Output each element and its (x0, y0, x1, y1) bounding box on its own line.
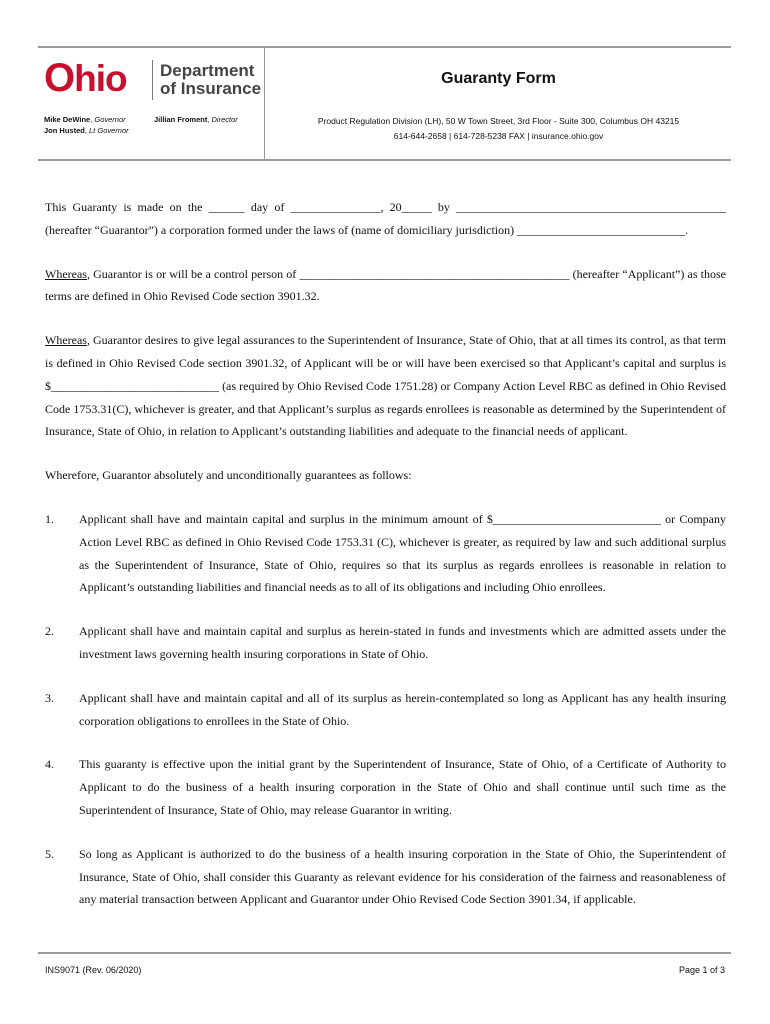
agency-branding (38, 48, 264, 160)
item-text: So long as Applicant is authorized to do the business of a health insuring corporation in the State of Ohio, the Superintendent of Insurance, State of Ohio, shall consider this Guaranty as relevant evidence for his consideration of the fairness and reasonableness of any material transaction between Applicant and Guarantor under Ohio Revised Code Section 3901.34, if applicable. (79, 846, 726, 907)
guaranty-body (45, 196, 726, 932)
whereas-label: Whereas (45, 333, 87, 348)
whereas-assurance-paragraph (45, 329, 726, 443)
guarantee-item (45, 843, 726, 911)
director-block: Jillian Froment, Director (154, 115, 238, 124)
lt-governor-name: Jon Husted (44, 126, 85, 135)
page-number: Page 1 of 3 (678, 965, 725, 975)
wherefore-paragraph: Wherefore, Guarantor absolutely and unconditionally guarantees as follows: (45, 468, 412, 483)
footer-rule (38, 952, 731, 954)
whereas-control-text: , Guarantor is or will be a control person of _____________________________________________ (hereafter “Applicant”) as those terms are defined in Ohio Revised Code section 3901.32. (45, 266, 726, 304)
whereas-control-paragraph (45, 263, 726, 309)
governor-title: Governor (94, 115, 126, 124)
director-name: Jillian Froment (154, 115, 208, 124)
item-text: Applicant shall have and maintain capital and all of its surplus as herein-contemplated so long as Applicant has any health insuring corporation obligations to enrollees in the State of Ohio. (79, 690, 726, 728)
form-id: INS9071 (Rev. 06/2020) (45, 965, 142, 975)
item-number: 2. (45, 624, 54, 639)
guarantee-item (45, 620, 726, 666)
item-text: Applicant shall have and maintain capital and surplus in the minimum amount of $____________________________ or Company Action Level RBC as defined in Ohio Revised Code 1753.31 (C), whichever is greater, as required by law and such additional surplus as the Superintendent of Insurance, State of Ohio, requires so that its surplus as regards enrollees is reasonable in relation to Applicant’s outstanding liabilities and financial needs as to all of its obligations and including Ohio enrollees. (79, 511, 726, 595)
guarantee-item (45, 687, 726, 733)
item-number: 1. (45, 511, 54, 526)
intro-line1: This Guaranty is made on the ______ day of _______________, 20_____ by _____________________________________________ (45, 200, 726, 214)
intro-line2: (hereafter “Guarantor”) a corporation formed under the laws of (name of domiciliary jurisdiction) ____________________________. (45, 222, 689, 237)
governor-block: Mike DeWine, Governor Jon Husted, Lt Governor (44, 115, 129, 135)
form-title: Guaranty Form (441, 70, 556, 87)
item-number: 5. (45, 846, 54, 861)
contact-info: 614-644-2658 | 614-728-5238 FAX | insurance.ohio.gov (393, 131, 604, 141)
whereas-assurance-text: , Guarantor desires to give legal assurances to the Superintendent of Insurance, State of Ohio, that at all times its control, as that term is defined in Ohio Revised Code section 3901.32, of Applicant will be or will have been exercised so that Applicant’s capital and surplus is $____________________________ (as required by Ohio Revised Code 1751.28) or Company Action Level RBC as defined in Ohio Revised Code 1753.31(C), whichever is greater, and that Applicant’s surplus as regards enrollees is reasonable as determined by the Superintendent of Insurance, State of Ohio, in relation to Applicant’s outstanding liabilities and adequate to the financial needs of applicant. (45, 333, 726, 439)
intro-paragraph (45, 196, 726, 242)
lt-governor-title: Lt Governor (89, 126, 129, 135)
logo-divider (152, 60, 153, 100)
item-number: 3. (45, 690, 54, 705)
ohio-department-logo (44, 58, 264, 98)
guarantee-item (45, 753, 726, 821)
director-title: Director (211, 115, 238, 124)
guarantee-item (45, 508, 726, 599)
logo-ohio-text: Ohio (44, 56, 127, 100)
governor-name: Mike DeWine (44, 115, 91, 124)
header-vertical-divider (264, 48, 265, 160)
item-text: Applicant shall have and maintain capital and surplus as herein-stated in funds and investments which are admitted assets under the investment laws governing health insuring corporations in State of Ohio. (79, 624, 726, 661)
division-address: Product Regulation Division (LH), 50 W Town Street, 3rd Floor - Suite 300, Columbus OH 43215 (317, 116, 680, 126)
item-text: This guaranty is effective upon the initial grant by the Superintendent of Insurance, State of Ohio, of a Certificate of Authority to Applicant to do the business of a health insuring corporation in the State of Ohio and shall continue until such time as the Superintendent of Insurance, State of Ohio, may release Guarantor in writing. (79, 757, 726, 817)
logo-department-line2: of Insurance (160, 79, 262, 98)
logo-department-line1: Department (160, 61, 255, 80)
item-number: 4. (45, 757, 54, 772)
whereas-label: Whereas (45, 266, 87, 281)
